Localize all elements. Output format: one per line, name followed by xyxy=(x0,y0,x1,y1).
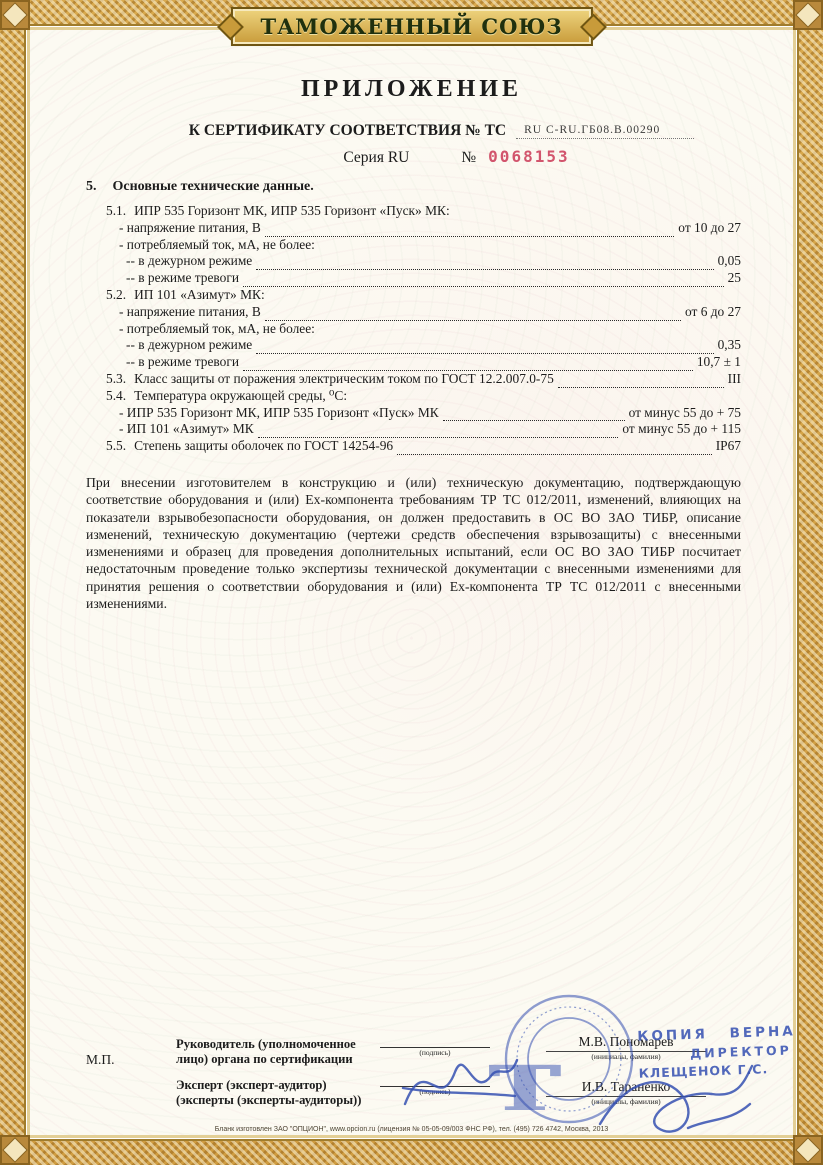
dot-leader xyxy=(256,349,713,354)
tibr-logo-stamp: Т xyxy=(488,1052,558,1125)
spec-value: от минус 55 до + 75 xyxy=(628,404,741,420)
spec-label: - потребляемый ток, мА, не более: xyxy=(119,320,315,336)
section-number: 5. xyxy=(86,179,97,194)
spec-label: Класс защиты от поражения электрическим током по ГОСТ 12.2.007.0-75 xyxy=(134,370,554,386)
spec-label: - ИПР 535 Горизонт МК, ИПР 535 Горизонт «Пуск» МК xyxy=(119,404,439,420)
spec-list xyxy=(86,203,741,455)
spec-value: от 10 до 27 xyxy=(678,219,741,235)
series-label: Серия RU xyxy=(343,149,410,166)
spec-row xyxy=(86,405,741,422)
spec-value: 10,7 ± 1 xyxy=(696,354,741,370)
spec-value: 0,05 xyxy=(717,253,741,269)
role-line: Руководитель (уполномоченное xyxy=(176,1037,356,1051)
certificate-label: К СЕРТИФИКАТУ СООТВЕТСТВИЯ № ТС xyxy=(188,122,507,139)
border-corner-ornament xyxy=(793,0,823,30)
name-text: И.В. Тараненко xyxy=(546,1079,706,1097)
section-title: Основные технические данные. xyxy=(112,179,314,194)
handwritten-signature-1 xyxy=(397,1044,522,1126)
dot-leader xyxy=(558,383,724,388)
banner-title: ТАМОЖЕННЫЙ СОЮЗ xyxy=(260,14,563,39)
role-line: Эксперт (эксперт-аудитор) xyxy=(176,1078,327,1092)
mp-stamp-place: М.П. xyxy=(86,1052,115,1067)
certificate-number: RU C-RU.ГБ08.В.00290 xyxy=(516,124,694,139)
spec-number: 5.3. xyxy=(106,370,127,386)
spec-value: 0,35 xyxy=(717,337,741,353)
role-line: (эксперты (эксперты-аудиторы)) xyxy=(176,1093,362,1107)
spec-label: - потребляемый ток, мА, не более: xyxy=(119,236,315,252)
dot-leader xyxy=(256,265,713,270)
copy-stamp-line: КЛЕЩЕНОК Г.С. xyxy=(638,1061,769,1081)
name-text: М.В. Пономарев xyxy=(546,1034,706,1052)
spec-row xyxy=(86,388,741,405)
spec-value: IP67 xyxy=(715,438,741,454)
dot-leader xyxy=(443,416,625,421)
spec-label: -- в режиме тревоги xyxy=(126,354,239,370)
serial-number: 0068153 xyxy=(488,147,570,166)
copy-verna-stamp xyxy=(637,1023,797,1080)
form-maker-note: Бланк изготовлен ЗАО "ОПЦИОН", www.opcion.ru (лицензия № 05-05-09/003 ФНС РФ), тел. (495) 726 4742, Москва, 2013 xyxy=(214,1126,609,1133)
conditions-paragraph: При внесении изготовителем в конструкцию и (или) техническую документацию, подтверждающую соответствие оборудования и (или) Ех-компонента требованиям ТР ТС 012/2011, изменений, влияющих на показатели взрывобезопасности оборудования, он должен предоставить в ОС ВО ЗАО ТИБР, описание изменений, техническую документацию (чертежи средств обеспечения взрывозащиты) с внесенными изменениями и образец для проведения дополнительных испытаний, если ОС ВО ЗАО ТИБР посчитает недостаточным проведение только экспертизы технической документации с внесенными изменениями для принятия решения о соответствии оборудования и (или) Ех-компонента ТР ТС 012/2011 с внесенными изменениями. xyxy=(86,475,741,612)
number-sign: № xyxy=(461,149,477,166)
spec-label: Степень защиты оболочек по ГОСТ 14254-96 xyxy=(134,438,394,454)
spec-row xyxy=(86,304,741,321)
signatory-role-expert xyxy=(176,1078,391,1108)
spec-label: -- в режиме тревоги xyxy=(126,270,239,286)
spec-value: 25 xyxy=(727,270,741,286)
section-heading xyxy=(86,179,314,195)
spec-row xyxy=(86,270,741,287)
certificate-line xyxy=(26,122,797,140)
spec-number: 5.5. xyxy=(106,438,127,454)
border-corner-ornament xyxy=(793,1135,823,1165)
spec-row xyxy=(86,237,741,254)
spec-label: - ИП 101 «Азимут» МК xyxy=(119,421,254,437)
spec-number: 5.2. xyxy=(106,286,127,302)
series-line xyxy=(26,147,797,167)
spec-row xyxy=(86,371,741,388)
spec-number: 5.4. xyxy=(106,387,127,403)
spec-label: - напряжение питания, В xyxy=(119,219,261,235)
spec-row xyxy=(86,438,741,455)
spec-row xyxy=(86,421,741,438)
spec-row xyxy=(86,220,741,237)
border-corner-ornament xyxy=(0,0,30,30)
spec-value: от 6 до 27 xyxy=(684,303,741,319)
dot-leader xyxy=(397,450,712,455)
document-body xyxy=(24,24,799,1141)
spec-number: 5.1. xyxy=(106,203,127,218)
spec-row xyxy=(86,253,741,270)
dot-leader xyxy=(265,316,681,321)
spec-label: -- в дежурном режиме xyxy=(126,253,253,269)
spec-label: ИП 101 «Азимут» МК: xyxy=(134,286,265,302)
spec-row xyxy=(86,321,741,338)
customs-union-banner xyxy=(230,7,592,46)
spec-label: Температура окружающей среды, ⁰С: xyxy=(134,387,348,403)
spec-row xyxy=(86,203,741,220)
border-corner-ornament xyxy=(0,1135,30,1165)
copy-stamp-line: КОПИЯ ВЕРНА xyxy=(637,1023,796,1045)
dot-leader xyxy=(243,282,724,287)
copy-stamp-line: ДИРЕКТОР xyxy=(689,1042,793,1061)
spec-value: от минус 55 до + 115 xyxy=(622,421,741,437)
dot-leader xyxy=(265,232,674,237)
spec-row xyxy=(86,287,741,304)
spec-row xyxy=(86,354,741,371)
spec-value: III xyxy=(727,370,741,386)
spec-label: -- в дежурном режиме xyxy=(126,337,253,353)
spec-label: - напряжение питания, В xyxy=(119,303,261,319)
spec-label: ИПР 535 Горизонт МК, ИПР 535 Горизонт «Пуск» МК: xyxy=(134,203,450,218)
name-caption: (инициалы, фамилия) xyxy=(591,1097,661,1106)
signature-caption: (подпись) xyxy=(419,1048,451,1057)
signatory-role-head xyxy=(176,1037,391,1067)
spec-row xyxy=(86,337,741,354)
page-title: ПРИЛОЖЕНИЕ xyxy=(300,76,523,102)
name-caption: (инициалы, фамилия) xyxy=(591,1052,661,1061)
signature-caption: (подпись) xyxy=(419,1087,451,1096)
role-line: лицо) органа по сертификации xyxy=(176,1052,353,1066)
